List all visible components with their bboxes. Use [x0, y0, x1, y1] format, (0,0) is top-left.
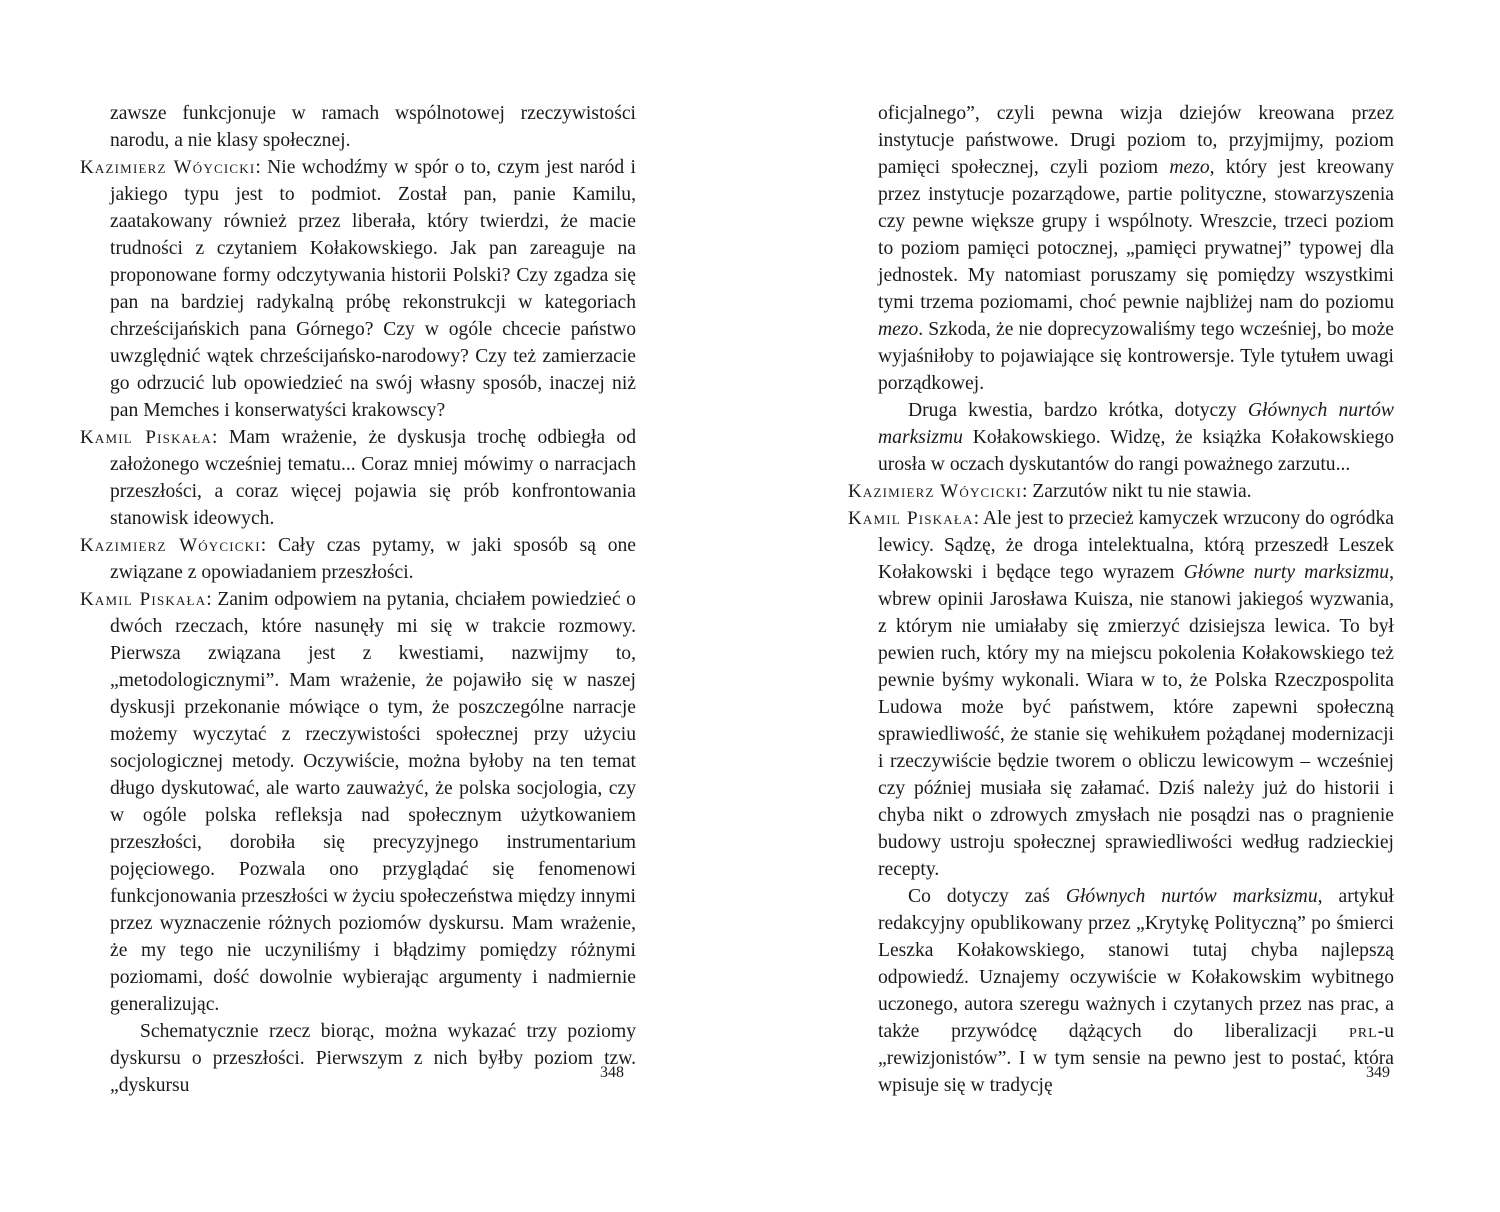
- left-page-text: [80, 100, 636, 1099]
- speaker-name: Kamil Piskała: [80, 427, 212, 448]
- paragraph: [80, 1018, 636, 1099]
- speaker-paragraph: [80, 424, 636, 532]
- text-run: Kołakowskiego. Widzę, że książka Kołakowskiego urosła w oczach dyskutantów do rangi poważnego zarzutu...: [878, 427, 1394, 475]
- speaker-name: Kazimierz Wóycicki: [80, 535, 261, 556]
- text-run: : Zanim odpowiem na pytania, chciałem powiedzieć o dwóch rzeczach, które nasunęły mi się w trakcie rozmowy. Pierwsza związana jest z kwestiami, nazwijmy to, „metodologicznymi”. Mam wrażenie, że pojawiło się w naszej dyskusji przekonanie mówiące o tym, że poszczególne narracje możemy wyczytać z rzeczywistości społecznej przy użyciu socjologicznej metody. Oczywiście, można byłoby na ten temat długo dyskutować, ale warto zauważyć, że polska socjologia, czy w ogóle polska refleksja nad społecznym użytkowaniem przeszłości, dorobiła się precyzyjnego instrumentarium pojęciowego. Pozwala ono przyglądać się fenomenowi funkcjonowania przeszłości w życiu społeczeństwa między innymi przez wyznaczenie różnych poziomów dyskursu. Mam wrażenie, że my tego nie uczyniliśmy i błądzimy pomiędzy różnymi poziomami, dość dowolnie wybierając argumenty i nadmiernie generalizując.: [110, 589, 636, 1015]
- italic-title: Główne nurty marksizmu: [1183, 562, 1390, 583]
- text-run: Druga kwestia, bardzo krótka, dotyczy: [908, 400, 1248, 421]
- paragraph: [848, 100, 1394, 397]
- speaker-paragraph: [848, 478, 1394, 505]
- text-run: : Ale jest to przecież kamyczek wrzucony do ogródka lewicy. Sądzę, że droga intelektualna, którą przeszedł Leszek Kołakowski i będące tego wyrazem: [878, 508, 1394, 583]
- paragraph: [848, 397, 1394, 478]
- speaker-paragraph: [848, 505, 1394, 883]
- abbreviation: prl: [1348, 1021, 1378, 1042]
- paragraph: [848, 883, 1394, 1099]
- speaker-paragraph: [80, 532, 636, 586]
- paragraph: [80, 100, 636, 154]
- text-run: , wbrew opinii Jarosława Kuisza, nie stanowi jakiegoś wyzwania, z którym nie umiałaby się zmierzyć dzisiejsza lewica. To był pewien ruch, który my na miejscu pokolenia Kołakowskiego też pewnie byśmy wykonali. Wiara w to, że Polska Rzeczpospolita Ludowa może być państwem, które zapewni społeczną sprawiedliwość, że stanie się wehikułem pożądanej modernizacji i rzeczywiście będzie tworem o obliczu lewicowym – wcześniej czy później musiała się załamać. Dziś należy już do historii i chyba nikt o zdrowych zmysłach nie posądzi nas o pragnienie budowy ustroju społecznej sprawiedliwości według radzieckiej recepty.: [878, 562, 1394, 880]
- text-run: Schematycznie rzecz biorąc, można wykazać trzy poziomy dyskursu o przeszłości. Pierwszym z nich byłby poziom tzw. „dyskursu: [110, 1021, 636, 1096]
- text-run: . Szkoda, że nie doprecyzowaliśmy tego wcześniej, bo może wyjaśniłoby to pojawiające się kontrowersje. Tyle tytułem uwagi porządkowej.: [878, 319, 1394, 394]
- text-run: , który jest kreowany przez instytucje pozarządowe, partie polityczne, stowarzyszenia czy pewne większe grupy i wspólnoty. Wreszcie, trzeci poziom to poziom pamięci potocznej, „pamięci prywatnej” typowej dla jednostek. My natomiast poruszamy się pomiędzy wszystkimi tymi trzema poziomami, choć pewnie najbliżej nam do poziomu: [878, 157, 1395, 313]
- speaker-paragraph: [80, 586, 636, 1018]
- right-page-text: [848, 100, 1394, 1099]
- left-page: [80, 100, 636, 1099]
- speaker-name: Kazimierz Wóycicki: [80, 157, 256, 178]
- page-number-right: 349: [1366, 1064, 1390, 1081]
- text-run: : Zarzutów nikt tu nie stawia.: [1021, 481, 1252, 502]
- italic-title: mezo: [1169, 157, 1210, 178]
- italic-title: Głównych nurtów marksizmu: [1065, 886, 1318, 907]
- text-run: zawsze funkcjonuje w ramach wspólnotowej rzeczywistości narodu, a nie klasy społecznej.: [110, 103, 636, 151]
- text-run: Co dotyczy zaś: [908, 886, 1066, 907]
- italic-title: Głównych nurtów marksizmu: [878, 400, 1395, 448]
- italic-title: mezo: [878, 319, 919, 340]
- text-run: , artykuł redakcyjny opublikowany przez „Krytykę Polityczną” po śmierci Leszka Kołakowskiego, stanowi tutaj chyba najlepszą odpowiedź. Uznajemy oczywiście w Kołakowskim wybitnego uczonego, autora szeregu ważnych i czytanych przez nas prac, a także przywódcę dążących do liberalizacji: [878, 886, 1395, 1042]
- text-run: oficjalnego”, czyli pewna wizja dziejów kreowana przez instytucje państwowe. Drugi poziom to, przyjmijmy, poziom pamięci społecznej, czyli poziom: [878, 103, 1394, 178]
- speaker-name: Kamil Piskała: [80, 589, 207, 610]
- text-run: : Nie wchodźmy w spór o to, czym jest naród i jakiego typu jest to podmiot. Został pan, panie Kamilu, zaatakowany również przez liberała, który twierdzi, że macie trudności z czytaniem Kołakowskiego. Jak pan zareaguje na proponowane formy odczytywania historii Polski? Czy zgadza się pan na bardziej radykalną próbę rekonstrukcji w kategoriach chrześcijańskich pana Górnego? Czy w ogóle chcecie państwo uwzględnić wątek chrześcijańsko-narodowy? Czy też zamierzacie go odrzucić lub opowiedzieć na swój własny sposób, inaczej niż pan Memches i konserwatyści krakowscy?: [110, 157, 636, 421]
- page-number-left: 348: [600, 1064, 624, 1081]
- speaker-name: Kamil Piskała: [848, 508, 974, 529]
- text-run: : Mam wrażenie, że dyskusja trochę odbiegła od założonego wcześniej tematu... Coraz mniej mówimy o narracjach przeszłości, a coraz więcej pojawia się prób konfrontowania stanowisk ideowych.: [110, 427, 636, 529]
- speaker-name: Kazimierz Wóycicki: [848, 481, 1022, 502]
- text-run: : Cały czas pytamy, w jaki sposób są one związane z opowiadaniem przeszłości.: [110, 535, 636, 583]
- right-page: [848, 100, 1394, 1099]
- text-run: -u „rewizjonistów”. I w tym sensie na pewno jest to postać, która wpisuje się w tradycję: [878, 1021, 1394, 1096]
- speaker-paragraph: [80, 154, 636, 424]
